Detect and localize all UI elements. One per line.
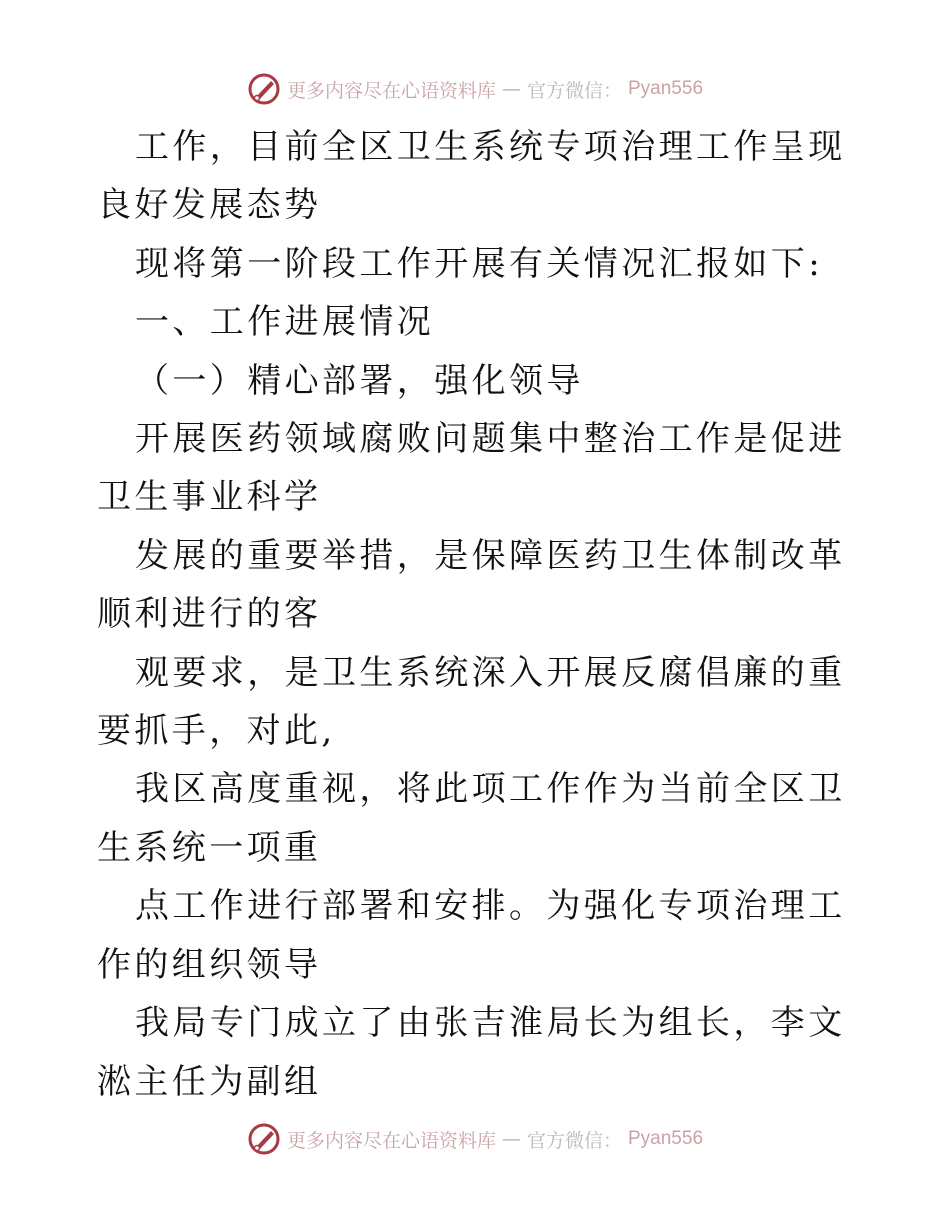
header-watermark	[0, 72, 950, 106]
footer-watermark	[0, 1122, 950, 1156]
paragraph: 我区高度重视，将此项工作作为当前全区卫生系统一项重	[97, 769, 846, 868]
watermark-handle: Pyan556	[628, 1128, 704, 1149]
pen-circle-logo-icon	[247, 72, 281, 106]
watermark-brand: 更多内容尽在心语资料库	[286, 79, 496, 102]
paragraph: 观要求，是卫生系统深入开展反腐倡廉的重要抓手，对此,	[97, 652, 846, 752]
paragraph: 现将第一阶段工作开展有关情况汇报如下:	[135, 243, 824, 284]
paragraph: 发展的重要举措，是保障医药卫生体制改革顺利进行的客	[97, 535, 846, 635]
paragraph: 我局专门成立了由张吉淮局长为组长，李文淞主任为副组	[97, 1003, 846, 1102]
watermark-brand: 更多内容尽在心语资料库	[286, 1129, 496, 1152]
watermark-wechat-label: 官方微信：	[526, 79, 622, 102]
paragraph: 开展医药领域腐败问题集中整治工作是促进卫生事业科学	[97, 419, 846, 518]
paragraph: 工作，目前全区卫生系统专项治理工作呈现良好发展态势	[97, 127, 846, 226]
section-heading: 一、工作进展情况	[135, 302, 435, 343]
paragraph: 点工作进行部署和安排。为强化专项治理工作的组织领导	[97, 886, 846, 985]
pen-circle-logo-icon	[247, 1122, 281, 1156]
watermark-dash: —	[501, 1128, 521, 1150]
watermark-handle: Pyan556	[628, 78, 704, 99]
document-body	[97, 118, 857, 1111]
watermark-dash: —	[501, 78, 521, 100]
watermark-wechat-label: 官方微信：	[526, 1129, 622, 1152]
subsection-heading: （一）精心部署，强化领导	[135, 360, 584, 401]
